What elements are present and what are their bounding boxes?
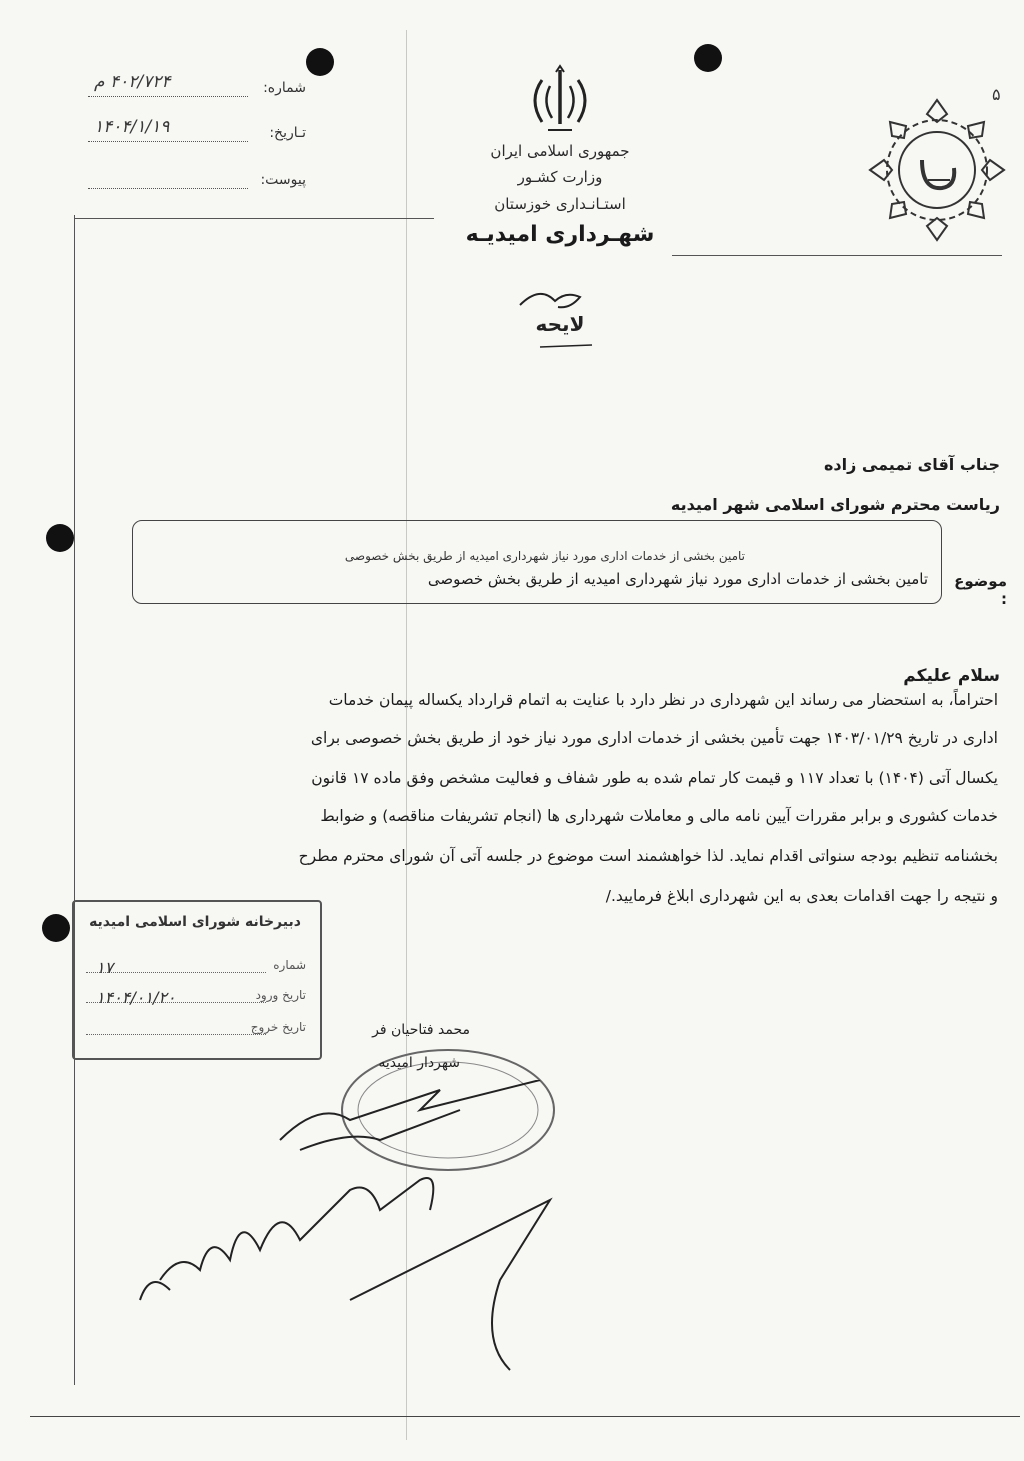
letter-number-value: ۴۰۲/۷۲۴ م xyxy=(94,72,171,92)
letter-number-label: شماره: xyxy=(263,80,306,96)
gov-line-3: استـانـداری خوزستان xyxy=(494,195,626,213)
stamp-number-value: ۱۷ xyxy=(96,958,114,977)
page-bottom-rule xyxy=(30,1416,1020,1417)
page-frame-left xyxy=(74,215,75,1385)
body-line: و نتیجه را جهت اقدامات بعدی به این شهرداری ابلاغ فرمایید./ xyxy=(605,887,998,905)
body-line: اداری در تاریخ ۱۴۰۳/۰۱/۲۹ جهت تأمین بخشی از خدمات اداری مورد نیاز خود از طریق بخش خصوصی برای xyxy=(310,729,998,747)
stamp-date-value: ۱۴۰۴/۰۱/۲۰ xyxy=(96,988,176,1007)
stamp-number-row xyxy=(86,958,306,980)
punch-hole-top-left xyxy=(306,48,334,76)
addressee-name: جناب آقای تمیمی زاده xyxy=(823,455,1000,474)
letter-attachment-dots xyxy=(88,188,248,189)
gov-line-1: جمهوری اسلامی ایران xyxy=(490,142,630,160)
subject-label: موضوع : xyxy=(954,572,1007,608)
iran-emblem-icon xyxy=(520,60,600,140)
addressee-title: ریاست محترم شورای اسلامی شهر امیدیه xyxy=(670,495,1000,514)
letter-number-field xyxy=(88,72,318,104)
stamp-out-label: تاریخ خروج xyxy=(250,1020,306,1034)
letter-date-dots xyxy=(88,141,248,142)
greeting: سلام علیکم xyxy=(903,666,1000,686)
letter-number-dots xyxy=(88,96,248,97)
body-line: خدمات کشوری و برابر مقررات آیین نامه مالی و معاملات شهرداری ها (انجام تشریفات مناقصه) و ضوابط xyxy=(320,807,998,825)
stamp-title: دبیرخانه شورای اسلامی امیدیه xyxy=(89,914,301,930)
signatory-name: محمد فتاحیان فر xyxy=(372,1022,470,1038)
municipality-logo-icon xyxy=(862,80,1012,250)
subject-note: تامین بخشی از خدمات اداری مورد نیاز شهرداری امیدیه از طریق بخش خصوصی xyxy=(344,549,745,563)
letter-attachment-label: پیوست: xyxy=(260,172,306,188)
handwritten-signatures xyxy=(120,1080,620,1380)
stamp-out-dots xyxy=(86,1034,266,1035)
stamp-date-label: تاریخ ورود xyxy=(255,988,306,1002)
letter-date-label: تـاریخ: xyxy=(269,125,306,141)
body-line: احتراماً، به استحضار می رساند این شهرداری در نظر دارد با عنایت به اتمام قرارداد یکساله پیمان خدمات xyxy=(328,691,998,709)
punch-hole-lower xyxy=(42,914,70,942)
stamp-date-row xyxy=(86,988,306,1010)
letter-attachment-field xyxy=(88,172,318,196)
gov-line-2: وزارت کشـور xyxy=(517,168,603,186)
stamp-number-label: شماره xyxy=(273,958,306,972)
letter-date-value: ۱۴۰۴/۱/۱۹ xyxy=(94,117,170,137)
letter-date-field xyxy=(88,117,318,149)
svg-text:۵: ۵ xyxy=(992,85,1001,104)
stamp-out-row xyxy=(86,1020,306,1042)
body-line: یکسال آتی (۱۴۰۴) با تعداد ۱۱۷ و قیمت کار تمام شده به طور شفاف و فعالیت مشخص وفق ماده ۱۷ قانون xyxy=(311,769,998,787)
body-line: بخشنامه تنظیم بودجه سنواتی اقدام نماید. لذا خواهشمند است موضوع در جلسه آتی آن شورای محترم مطرح xyxy=(298,847,998,865)
punch-hole-mid xyxy=(46,524,74,552)
header-rule-right xyxy=(672,255,1002,256)
header-rule-left xyxy=(74,218,434,219)
municipality-title: شهـرداری امیدیـه xyxy=(465,222,655,247)
subject-text: تامین بخشی از خدمات اداری مورد نیاز شهرداری امیدیه از طریق بخش خصوصی xyxy=(427,570,928,588)
signatory-role: شهردار امیدیه xyxy=(378,1055,460,1071)
punch-hole-top-right xyxy=(694,44,722,72)
document-type-label: لایحه xyxy=(535,312,585,336)
